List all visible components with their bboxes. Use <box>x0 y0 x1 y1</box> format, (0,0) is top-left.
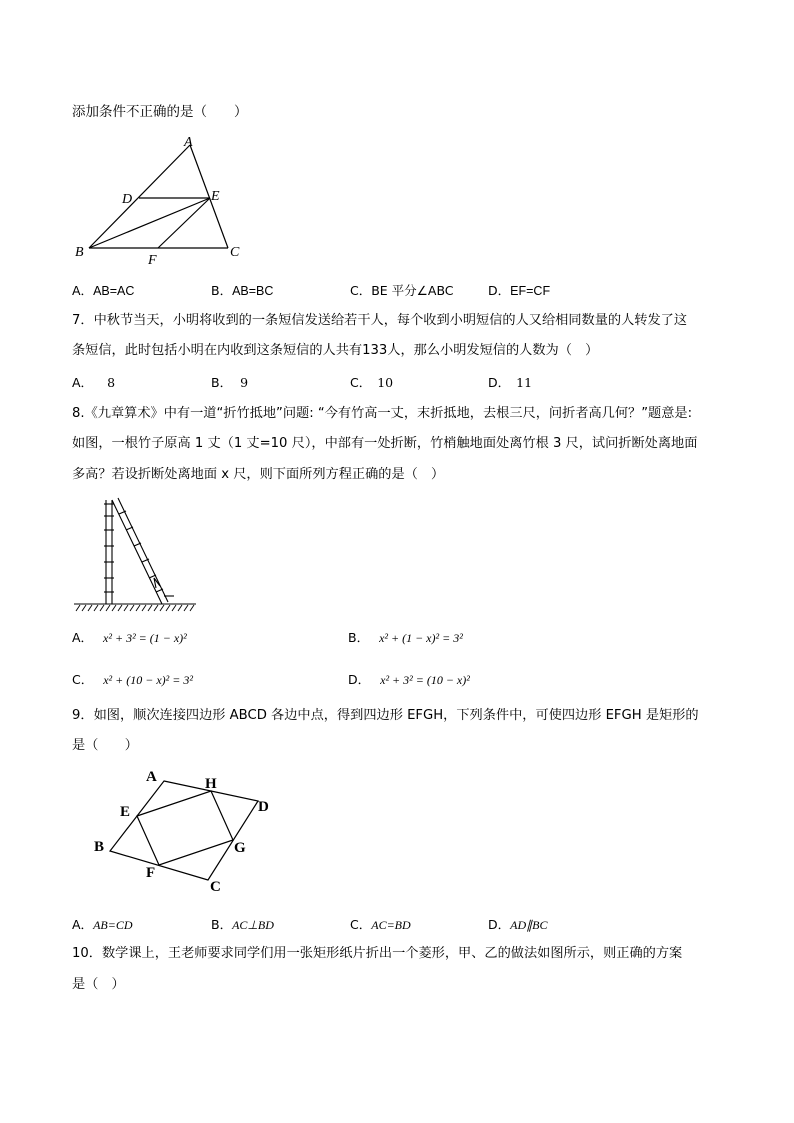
q9-label-g: G <box>234 840 246 856</box>
q9-label-a: A <box>146 769 157 785</box>
q7-option-c[interactable]: C． 10 <box>350 375 394 390</box>
q8-bamboo-figure <box>70 492 200 614</box>
q7-option-b[interactable]: B． 9 <box>211 375 249 390</box>
q8-stem-line-1: 8.《九章算术》中有一道“折竹抵地”问题: “今有竹高一丈，末折抵地，去根三尺，问折者高几何？”题意是: <box>72 406 693 421</box>
q9-label-h: H <box>205 776 217 792</box>
q10-stem-line-2: 是（ ） <box>72 977 125 992</box>
q7-option-a[interactable]: A． 8 <box>72 375 116 390</box>
q6-option-a[interactable]: A．AB=AC <box>72 283 135 298</box>
q7-stem-line-2: 条短信，此时包括小明在内收到这条短信的人共有133人，那么小明发短信的人数为（ ） <box>72 343 599 358</box>
q6-option-c[interactable]: C．BE 平分∠ABC <box>350 283 454 298</box>
q7-option-d[interactable]: D． 11 <box>488 375 533 390</box>
q9-stem-line-1: 9．如图，顺次连接四边形 ABCD 各边中点，得到四边形 EFGH，下列条件中，可使四边形 EFGH 是矩形的 <box>72 708 699 723</box>
q10-stem-line-1: 10．数学课上，王老师要求同学们用一张矩形纸片折出一个菱形，甲、乙的做法如图所示，则正确的方案 <box>72 946 683 961</box>
q8-option-c[interactable]: C． x² + (10 − x)² = 3² <box>72 672 193 687</box>
q9-stem-line-2: 是（ ） <box>72 738 138 753</box>
q6-option-d[interactable]: D．EF=CF <box>488 283 551 298</box>
q7-stem-line-1: 7．中秋节当天，小明将收到的一条短信发送给若干人，每个收到小明短信的人又给相同数量的人转发了这 <box>72 313 688 328</box>
q8-stem-line-2: 如图，一根竹子原高 1 丈（1 丈=10 尺），中部有一处折断，竹梢触地面处离竹根 3 尺，试问折断处离地面 <box>72 436 698 451</box>
q9-option-b[interactable]: B．AC⊥BD <box>211 917 274 932</box>
q9-label-d: D <box>258 799 269 815</box>
q6-label-b: B <box>75 245 84 260</box>
q9-label-b: B <box>94 839 105 855</box>
q6-stem-tail: 添加条件不正确的是（ ） <box>72 104 248 120</box>
q8-option-d[interactable]: D． x² + 3² = (10 − x)² <box>348 672 470 687</box>
q6-option-b[interactable]: B．AB=BC <box>211 283 274 298</box>
q6-label-d: D <box>122 192 133 207</box>
q9-option-c[interactable]: C．AC=BD <box>350 917 411 932</box>
q9-label-c: C <box>210 879 221 895</box>
q6-label-a: A <box>184 135 193 150</box>
q8-option-b[interactable]: B． x² + (1 − x)² = 3² <box>348 630 463 645</box>
q9-label-f: F <box>146 865 156 881</box>
q9-label-e: E <box>120 804 131 820</box>
q6-label-f: F <box>148 253 157 268</box>
q9-option-a[interactable]: A．AB=CD <box>72 917 133 932</box>
q6-label-e: E <box>211 189 220 204</box>
q8-option-a[interactable]: A． x² + 3² = (1 − x)² <box>72 630 187 645</box>
q6-label-c: C <box>230 245 240 260</box>
q6-triangle-figure <box>70 130 250 270</box>
q8-stem-line-3: 多高？若设折断处离地面 x 尺，则下面所列方程正确的是（ ） <box>72 467 445 482</box>
q9-quadrilateral-figure <box>88 764 288 898</box>
q9-option-d[interactable]: D．AD∥BC <box>488 917 548 932</box>
